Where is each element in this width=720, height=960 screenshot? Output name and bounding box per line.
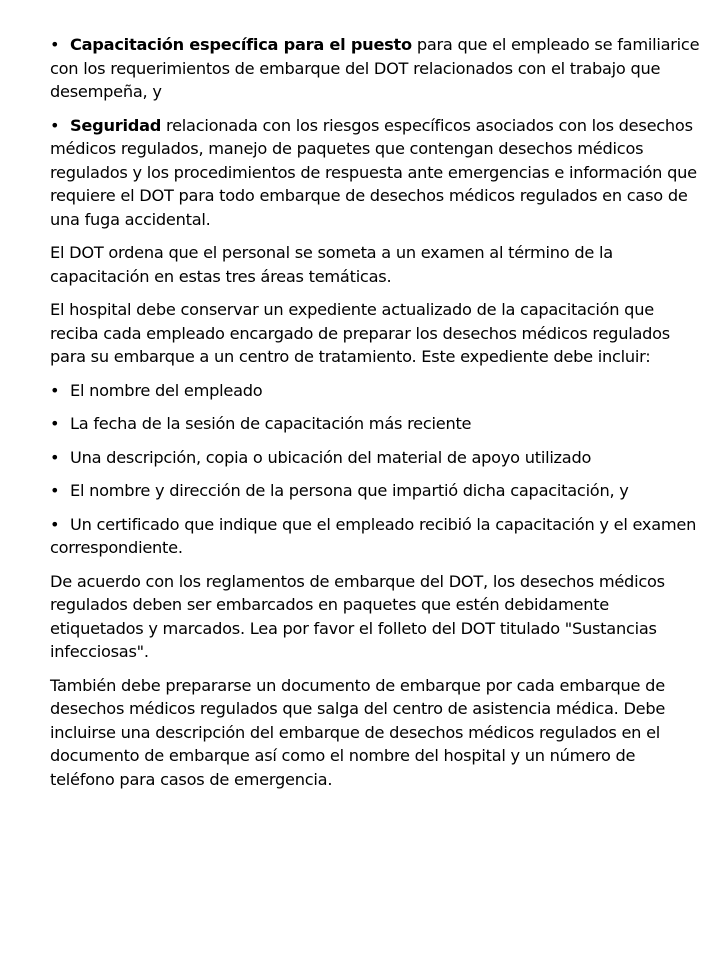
- bullet: •: [50, 447, 60, 467]
- training-item-text: para que el empleado se familiarice con los requerimientos de embarque del DOT relacionados con el trabajo que desempeña, y: [50, 35, 700, 101]
- paragraph-packages: De acuerdo con los reglamentos de embarque del DOT, los desechos médicos regulados deben ser embarcados en paquetes que estén debidamente etiquetados y marcados. Lea por favor el folleto del DOT titulado "Sustancias infecciosas".: [50, 571, 665, 661]
- document-page: [50, 33, 700, 801]
- record-item-text: Una descripción, copia o ubicación del material de apoyo utilizado: [70, 447, 592, 467]
- record-item-text: El nombre y dirección de la persona que impartió dicha capacitación, y: [70, 481, 629, 500]
- training-item-text: relacionada con los riesgos específicos asociados con los desechos médicos regulados, manejo de paquetes que contengan desechos médicos regulados y los procedimientos de respuesta ante emergencias e información que requiere el DOT para todo embarque de desechos médicos regulados en caso de una fuga accidental.: [50, 115, 697, 229]
- record-item-certificate: [50, 513, 700, 560]
- training-item-title: Capacitación específica para el puesto: [70, 35, 412, 54]
- bullet: •: [50, 115, 60, 135]
- record-item-text: La fecha de la sesión de capacitación más reciente: [70, 414, 472, 433]
- bullet: •: [50, 35, 60, 54]
- bullet: •: [50, 380, 60, 400]
- record-item-text: El nombre del empleado: [70, 380, 263, 400]
- training-item-job-specific: [50, 33, 700, 104]
- bullet: •: [50, 481, 60, 500]
- record-item-date: [50, 412, 700, 436]
- bullet: •: [50, 514, 60, 534]
- record-item-instructor: [50, 479, 700, 503]
- training-item-title: Seguridad: [70, 115, 162, 135]
- training-item-safety: [50, 114, 700, 232]
- bullet: •: [50, 414, 60, 433]
- record-item-material: [50, 446, 700, 470]
- paragraph-exam: El DOT ordena que el personal se someta a un examen al término de la capacitación en estas tres áreas temáticas.: [50, 243, 613, 286]
- paragraph-record: El hospital debe conservar un expediente actualizado de la capacitación que reciba cada empleado encargado de preparar los desechos médicos regulados para su embarque a un centro de tratamiento. Este expediente debe incluir:: [50, 300, 670, 366]
- record-item-text: Un certificado que indique que el empleado recibió la capacitación y el examen correspondiente.: [50, 514, 697, 557]
- paragraph-shipping-document: También debe prepararse un documento de embarque por cada embarque de desechos médicos regulados que salga del centro de asistencia médica. Debe incluirse una descripción del embarque de desechos médicos regulados en el documento de embarque así como el nombre del hospital y un número de teléfono para casos de emergencia.: [50, 675, 666, 789]
- record-item-name: [50, 379, 700, 403]
